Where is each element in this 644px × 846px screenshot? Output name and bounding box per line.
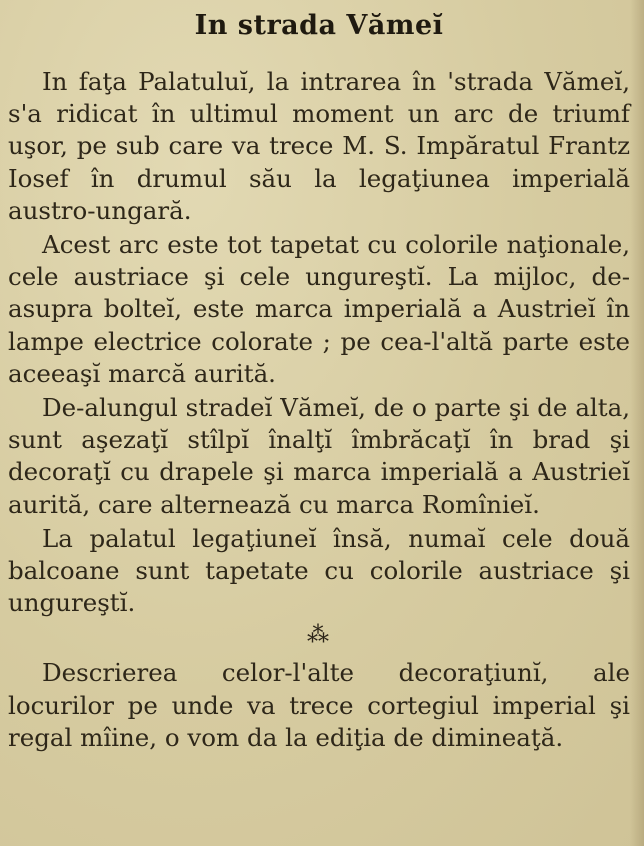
article-closing-paragraph: Descrierea celor-l'alte decoraţiunĭ, ale locurilor pe unde va trece cortegiul imperial şi regal mîine, o vom da la ediţia de dimineaţă. [8,658,630,752]
article-paragraph-2: Acest arc este tot tapetat cu colorile naţionale, cele austriace şi cele ungureştĭ. La mijloc, de-asupra bolteĭ, este marca imperială a Austrieĭ în lampe electrice colorate ; pe cea-l'altă parte este aceeaşĭ marcă aurită. [8,230,630,388]
article-paragraph-4: La palatul legaţiuneĭ însă, numaĭ cele două balcoane sunt tapetate cu colorile austriace şi ungureştĭ. [8,523,630,618]
section-separator: ⁂ [307,623,331,649]
article-paragraph-1: In faţa Palatuluĭ, la intrarea în 'strada Vămeĭ, s'a ridicat în ultimul moment un arc de triumf uşor, pe sub care va trece M. S. Impăratul Frantz Iosef în drumul său la legaţiunea imperială austro-ungară. [8,67,630,225]
newspaper-article [8,8,630,756]
page-edge-shadow [630,0,644,846]
article-title: In strada Vămeĭ [194,10,444,41]
article-paragraph-3: De-alungul stradeĭ Vămeĭ, de o parte şi de alta, sunt aşezaţĭ stîlpĭ înalţĭ îmbrăcaţĭ în brad şi decoraţĭ cu drapele şi marca imperială a Austrieĭ aurită, care alternează cu marca Romînieĭ. [8,393,630,519]
